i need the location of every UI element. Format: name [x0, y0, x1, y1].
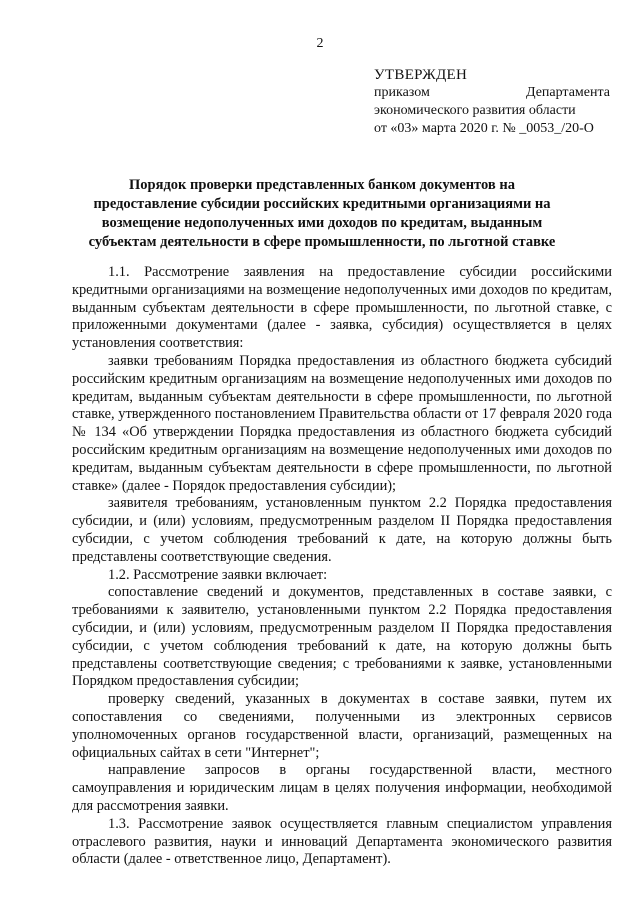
approval-department-line: экономического развития области: [374, 103, 576, 118]
document-body: [72, 264, 612, 869]
approval-block: [374, 66, 610, 138]
paragraph-requests: направление запросов в органы государственной власти, местного самоуправления и юридическим лицам в целях получения информации, необходимой для рассмотрения заявки.: [72, 762, 612, 814]
paragraph-verification: проверку сведений, указанных в документах в составе заявки, путем их сопоставления со сведениями, полученными из электронных сервисов уполномоченных органов государственной власти, организаций, размещенных на официальных сайтах в сети "Интернет";: [72, 691, 612, 761]
document-title: Порядок проверки представленных банком документов на предоставление субсидии российских кредитными организациями на возмещение недополученных ими доходов по кредитам, выданным субъектам деятельности в сфере промышленности, по льготной ставке: [88, 177, 556, 250]
page-number: 2: [316, 36, 324, 51]
paragraph-applicant-requirements: заявителя требованиям, установленным пунктом 2.2 Порядка предоставления субсидии, и (или) условиям, предусмотренным разделом II Порядка предоставления субсидии, с учетом соблюдения требований к дате, на которую должны быть представлены соответствующие сведения.: [72, 495, 612, 565]
paragraph-1-3: 1.3. Рассмотрение заявок осуществляется главным специалистом управления отраслевого развития, науки и инноваций Департамента экономического развития области (далее - ответственное лицо, Департамент).: [72, 815, 612, 868]
paragraph-1-1: 1.1. Рассмотрение заявления на предоставление субсидии российскими кредитными организациями на возмещение недополученных ими доходов по кредитам, выданным субъектам деятельности в сфере промышленности, по льготной ставке, с приложенными документами (далее - заявка, субсидия) осуществляется в целях установления соответствия:: [72, 264, 612, 352]
paragraph-1-2: 1.2. Рассмотрение заявки включает:: [108, 566, 328, 583]
approval-order-line: приказом Департамента: [374, 85, 610, 100]
approval-date-line: от «03» марта 2020 г. № _0053_/20-О: [374, 121, 594, 136]
approval-heading: УТВЕРЖДЕН: [374, 67, 468, 83]
paragraph-comparison: сопоставление сведений и документов, представленных в составе заявки, с требованиями к заявителю, установленными пунктом 2.2 Порядка предоставления субсидии, и (или) условиям, предусмотренным разделом II Порядка предоставления субсидии, с учетом соблюдения требований к дате, на которую должны быть представлены соответствующие сведения; с требованиями к заявке, установленными Порядком предоставления субсидии;: [72, 584, 612, 690]
paragraph-application-requirements: заявки требованиям Порядка предоставления из областного бюджета субсидий российским кредитным организациям на возмещение недополученных ими доходов по кредитам, выданным субъектам деятельности в сфере промышленности, по льготной ставке, утвержденного постановлением Правительства области от 17 февраля 2020 года № 134 «Об утверждении Порядка предоставления из областного бюджета субсидий российским кредитным организациям на возмещение недополученных ими доходов по кредитам, выданным субъектам деятельности в сфере промышленности, по льготной ставке» (далее - Порядок предоставления субсидии);: [72, 352, 612, 494]
